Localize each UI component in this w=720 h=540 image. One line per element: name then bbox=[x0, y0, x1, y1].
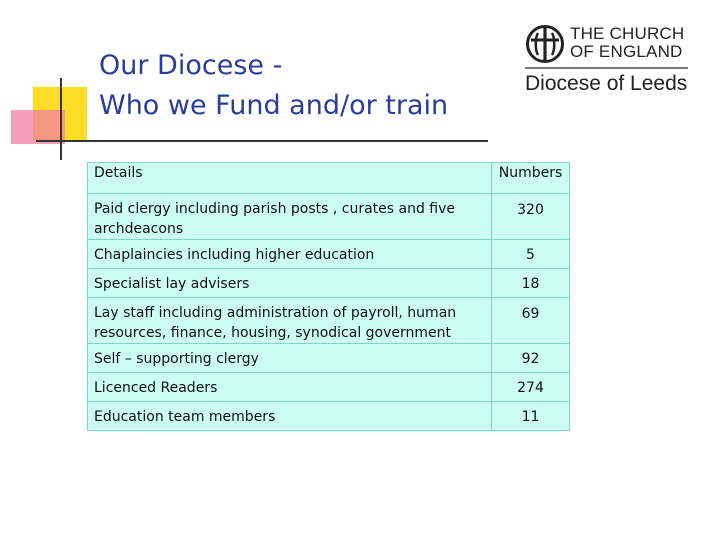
table-row bbox=[88, 402, 570, 431]
table-row bbox=[88, 240, 570, 269]
table-header-row bbox=[88, 163, 570, 194]
row-number: 274 bbox=[492, 373, 570, 402]
logo-text-line-2: OF ENGLAND bbox=[570, 42, 683, 61]
row-details: Lay staff including administration of payroll, human resources, finance, housing, synodical government bbox=[88, 298, 492, 344]
row-number: 92 bbox=[492, 344, 570, 373]
page-title-line-1: Our Diocese - bbox=[99, 50, 283, 81]
logo-diocese-name: Diocese of Leeds bbox=[525, 72, 688, 95]
logo-divider bbox=[525, 67, 688, 69]
row-details: Education team members bbox=[88, 402, 492, 431]
page-title bbox=[99, 46, 448, 126]
row-details: Paid clergy including parish posts , curates and five archdeacons bbox=[88, 194, 492, 240]
table-row bbox=[88, 298, 570, 344]
table-row bbox=[88, 344, 570, 373]
row-number: 69 bbox=[492, 298, 570, 344]
title-accent-horizontal-line bbox=[36, 140, 488, 142]
table-row bbox=[88, 269, 570, 298]
header-numbers: Numbers bbox=[492, 163, 570, 194]
funding-table bbox=[87, 162, 570, 431]
header-details: Details bbox=[88, 163, 492, 194]
church-of-england-logo bbox=[525, 23, 695, 103]
row-details: Chaplaincies including higher education bbox=[88, 240, 492, 269]
title-accent-pink-block bbox=[11, 110, 65, 144]
title-accent-vertical-line bbox=[60, 78, 62, 160]
church-of-england-emblem-icon bbox=[525, 23, 565, 65]
row-number: 18 bbox=[492, 269, 570, 298]
logo-text-line-1: THE CHURCH bbox=[570, 24, 685, 43]
table-row bbox=[88, 194, 570, 240]
row-number: 11 bbox=[492, 402, 570, 431]
row-details: Self – supporting clergy bbox=[88, 344, 492, 373]
page-title-line-2: Who we Fund and/or train bbox=[99, 90, 449, 121]
row-details: Specialist lay advisers bbox=[88, 269, 492, 298]
row-details: Licenced Readers bbox=[88, 373, 492, 402]
row-number: 320 bbox=[492, 194, 570, 240]
table-row bbox=[88, 373, 570, 402]
row-number: 5 bbox=[492, 240, 570, 269]
